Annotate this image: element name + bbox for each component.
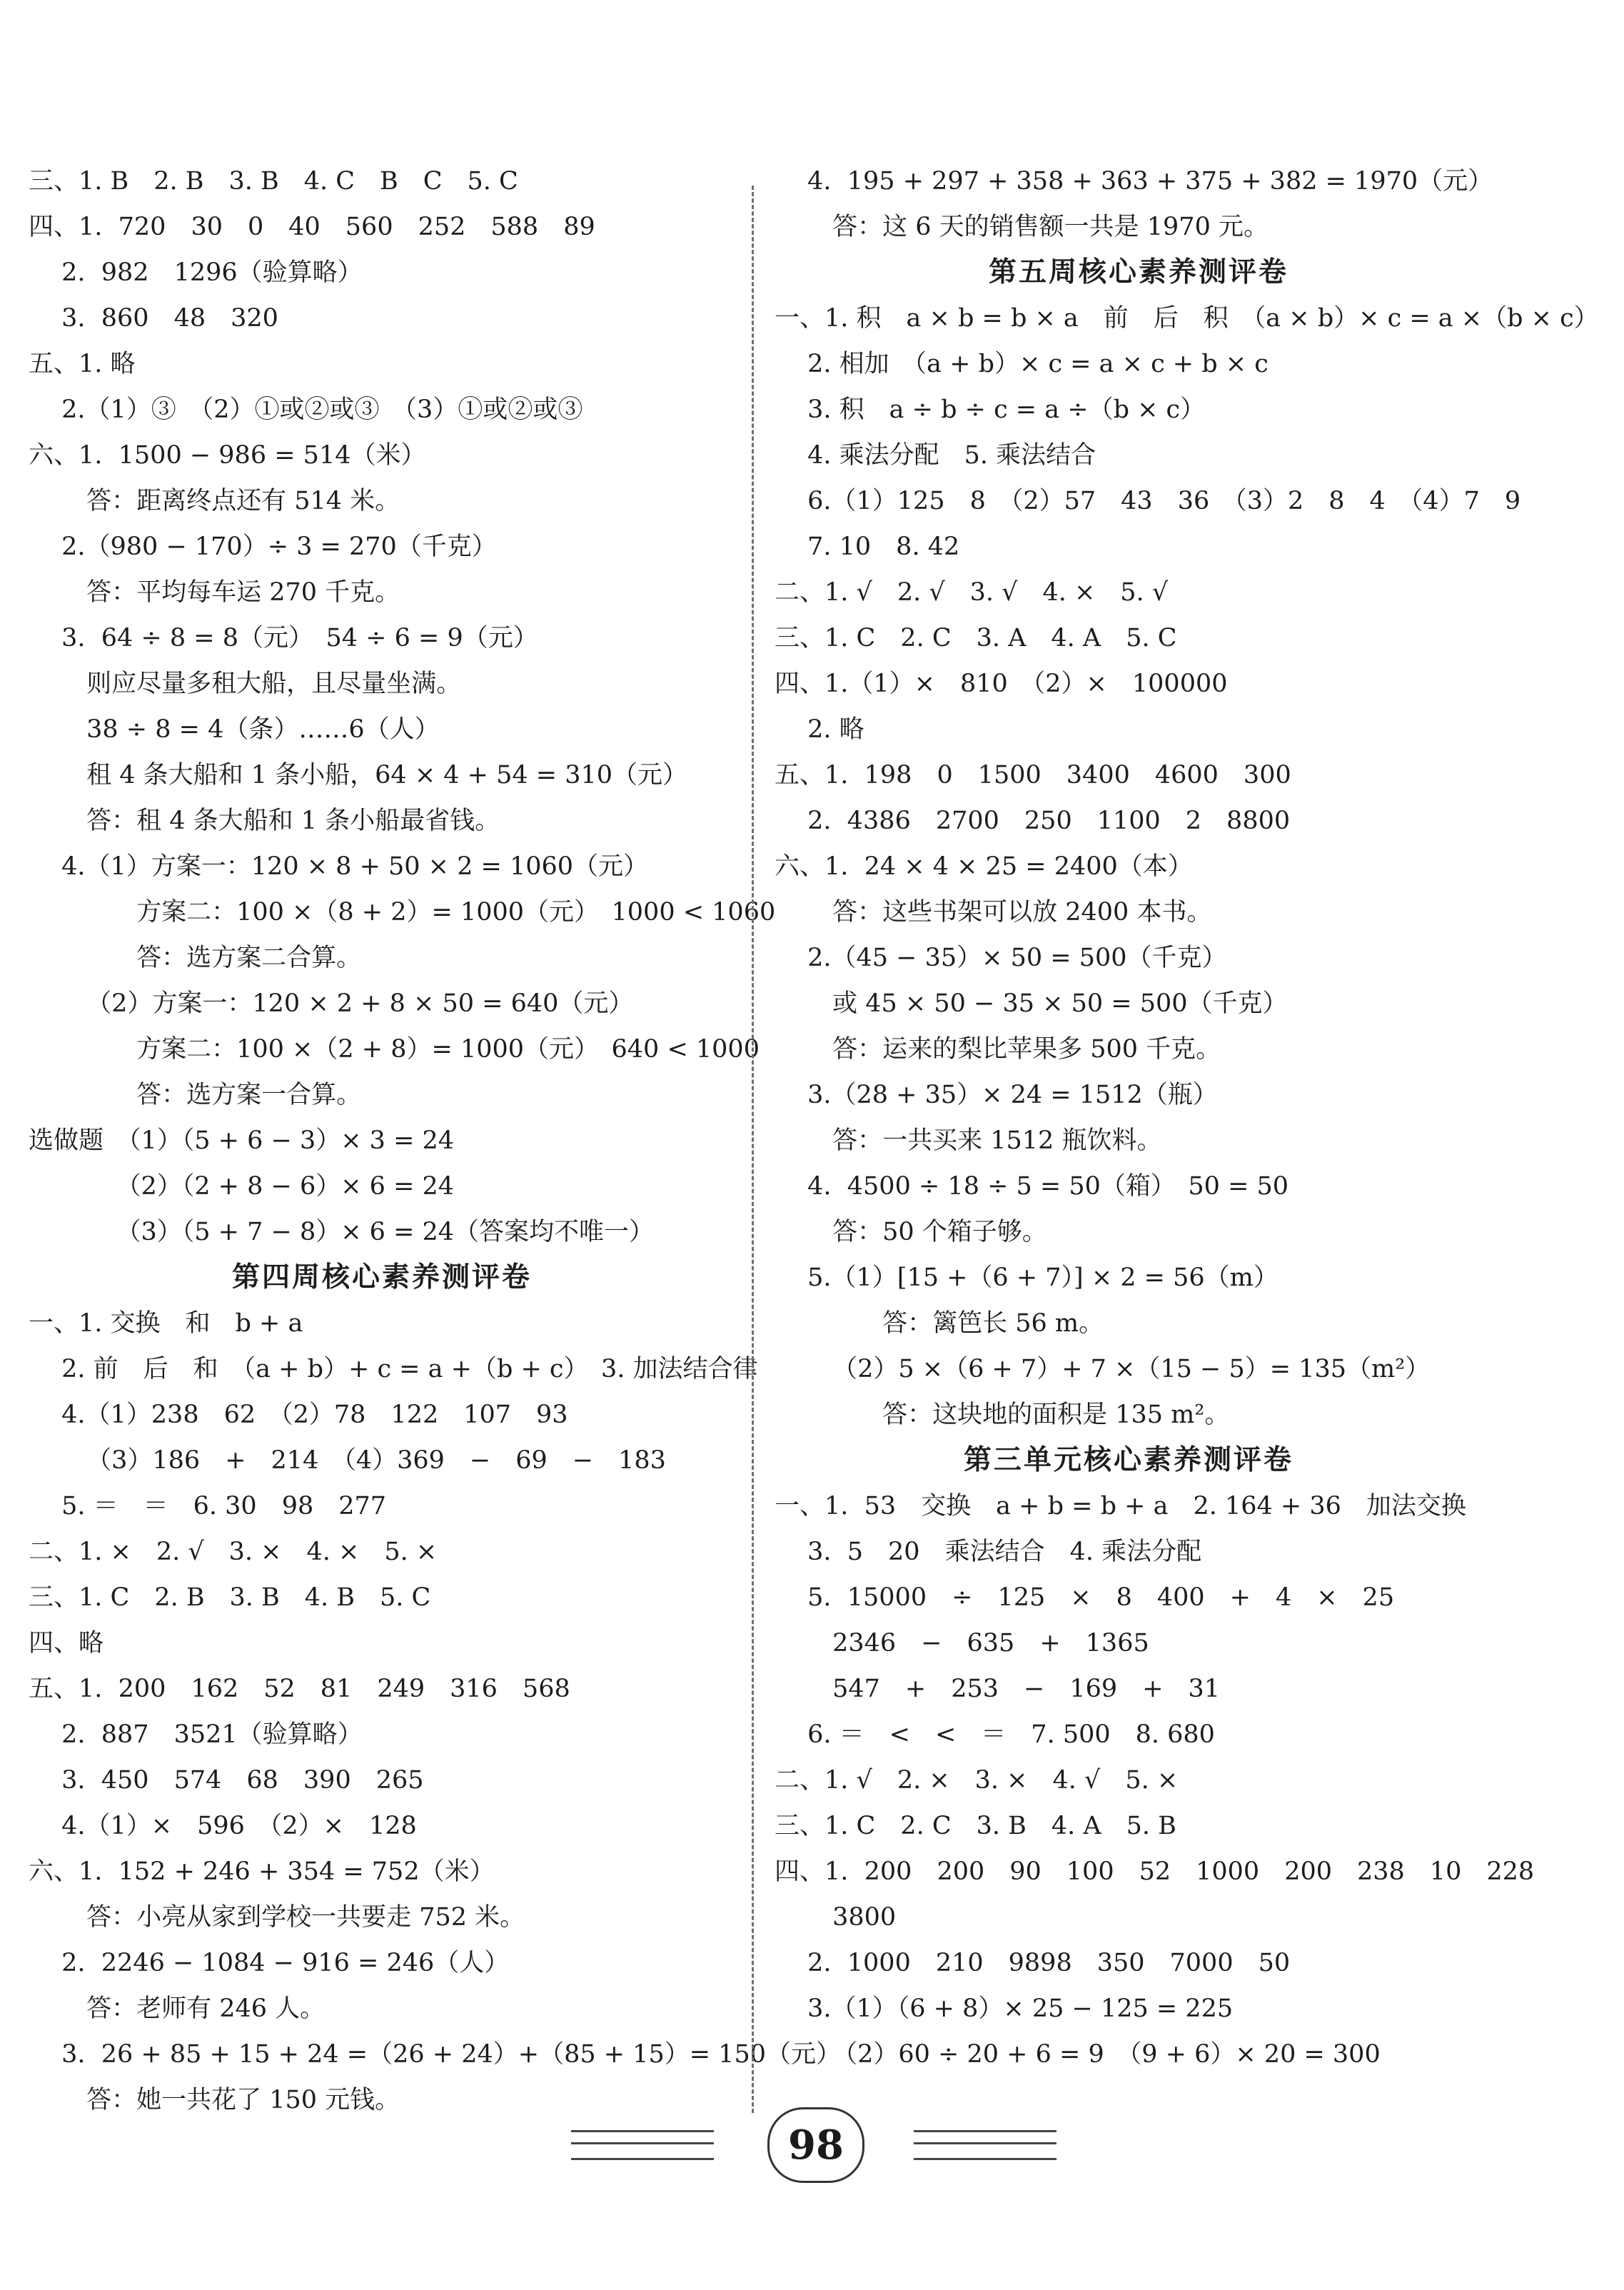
answer-line: 7. 10 8. 42 [775,533,960,561]
answer-line: 547 + 253 − 169 + 31 [775,1675,1221,1703]
answer-line: （2）方案一：120 × 2 + 8 × 50 = 640（元） [29,989,634,1018]
answer-line: 2. 2246 − 1084 − 916 = 246（人） [29,1949,510,1977]
answer-line: 三、1. B 2. B 3. B 4. C B C 5. C [29,167,518,196]
answer-line: 4. 乘法分配 5. 乘法结合 [775,441,1096,470]
answer-line: 2.（45 − 35）× 50 = 500（千克） [775,944,1227,972]
answer-line: 2.（1）③ （2）①或②或③ （3）①或②或③ [29,395,583,424]
answer-line: 二、1. × 2. √ 3. × 4. × 5. × [29,1538,438,1566]
answer-line: 方案二：100 ×（2 + 8）= 1000（元） 640 < 1000 [29,1035,760,1064]
answer-line: 答：小亮从家到学校一共要走 752 米。 [29,1903,525,1932]
answer-line: 一、1. 交换 和 b + a [29,1309,303,1338]
answer-line: 五、1. 198 0 1500 3400 4600 300 [775,761,1291,790]
answer-line: （2）60 ÷ 20 + 6 = 9 （9 + 6）× 20 = 300 [775,2040,1381,2069]
answer-line: 或 45 × 50 − 35 × 50 = 500（千克） [775,989,1288,1018]
answer-line: （3）（5 + 7 − 8）× 6 = 24（答案均不唯一） [29,1218,655,1246]
answer-line: 一、1. 积 a × b = b × a 前 后 积 （a × b）× c = a ×（b × c） [775,304,1599,333]
answer-line: （3）186 + 214 （4）369 − 69 − 183 [29,1446,666,1475]
answer-line: 三、1. C 2. C 3. B 4. A 5. B [775,1812,1176,1840]
answer-line: 4.（1）× 596 （2）× 128 [29,1812,417,1840]
answer-line: 六、1. 152 + 246 + 354 = 752（米） [29,1857,495,1886]
answer-line: 答：老师有 246 人。 [29,1994,326,2023]
answer-line: （2）5 ×（6 + 7）+ 7 ×（15 − 5）= 135（m²） [775,1355,1431,1383]
page-number-badge [550,2097,1078,2190]
answer-line: 六、1. 1500 − 986 = 514（米） [29,441,426,470]
answer-line: 方案二：100 ×（8 + 2）= 1000（元） 1000 < 1060 [29,898,776,927]
answer-line: 6.（1）125 8 （2）57 43 36 （3）2 8 4 （4）7 9 [775,487,1521,515]
answer-line: 四、1. 200 200 90 100 52 1000 200 238 10 228 [775,1857,1535,1886]
answer-line: 答：选方案一合算。 [29,1081,362,1109]
answer-line: 三、1. C 2. C 3. A 4. A 5. C [775,624,1177,652]
answer-line: 2. 前 后 和 （a + b）+ c = a +（b + c） 3. 加法结合律 [29,1355,758,1383]
answer-line: 3800 [775,1903,897,1932]
answer-line: 2. 982 1296（验算略） [29,258,363,287]
answer-line: 4. 4500 ÷ 18 ÷ 5 = 50（箱） 50 = 50 [775,1172,1289,1201]
answer-line: 答：租 4 条大船和 1 条小船最省钱。 [29,807,500,835]
section-title-week4: 第四周核心素养测评卷 [232,1261,533,1293]
decorative-rule-left [571,2130,714,2160]
answer-line: 38 ÷ 8 = 4（条）……6（人） [29,715,440,744]
answer-line: 答：这块地的面积是 135 m²。 [775,1401,1230,1429]
answer-line: 答：选方案二合算。 [29,944,362,972]
answer-line: 答：她一共花了 150 元钱。 [29,2086,400,2114]
answer-line: 四、1. 720 30 0 40 560 252 588 89 [29,213,595,241]
answer-line: 答：50 个箱子够。 [775,1218,1047,1246]
answer-line: 3. 26 + 85 + 15 + 24 =（26 + 24）+（85 + 15）= 150（元） [29,2040,841,2069]
answer-line: 一、1. 53 交换 a + b = b + a 2. 164 + 36 加法交换 [775,1492,1466,1520]
answer-line: 5. ＝ ＝ 6. 30 98 277 [29,1492,387,1520]
section-title-unit3: 第三单元核心素养测评卷 [964,1444,1294,1476]
page-number: 98 [767,2107,864,2183]
answer-line: 二、1. √ 2. √ 3. √ 4. × 5. √ [775,578,1169,607]
answer-line: 答：运来的梨比苹果多 500 千克。 [775,1035,1221,1064]
answer-line: 2. 略 [775,715,864,744]
answer-line: 答：篱笆长 56 m。 [775,1309,1104,1338]
answer-line: 5. 15000 ÷ 125 × 8 400 + 4 × 25 [775,1583,1395,1612]
answer-line: 四、1.（1）× 810 （2）× 100000 [775,670,1228,698]
answer-line: 答：一共买来 1512 瓶饮料。 [775,1126,1162,1155]
answer-line: 4.（1）方案一：120 × 8 + 50 × 2 = 1060（元） [29,852,649,881]
answer-line: 2346 − 635 + 1365 [775,1629,1149,1658]
answer-line: 三、1. C 2. B 3. B 4. B 5. C [29,1583,431,1612]
decorative-rule-right [914,2130,1056,2160]
answer-line: 3. 450 574 68 390 265 [29,1766,424,1795]
answer-line: 四、略 [29,1629,104,1658]
answer-line: 3. 64 ÷ 8 = 8（元） 54 ÷ 6 = 9（元） [29,624,538,652]
answer-line: 2. 相加 （a + b）× c = a × c + b × c [775,350,1269,378]
answer-line: 答：这 6 天的销售额一共是 1970 元。 [775,213,1269,241]
answer-line: 2. 887 3521（验算略） [29,1720,363,1749]
section-title-week5: 第五周核心素养测评卷 [989,256,1289,288]
answer-line: 3. 5 20 乘法结合 4. 乘法分配 [775,1538,1202,1566]
column-divider [752,186,754,2113]
answer-line: 6. ＝ < < ＝ 7. 500 8. 680 [775,1720,1215,1749]
answer-line: 选做题 （1）（5 + 6 − 3）× 3 = 24 [29,1126,455,1155]
answer-line: 五、1. 200 162 52 81 249 316 568 [29,1675,570,1703]
answer-line: 4. 195 + 297 + 358 + 363 + 375 + 382 = 1970（元） [775,167,1493,196]
answer-line: 3.（1）（6 + 8）× 25 − 125 = 225 [775,1994,1234,2023]
answer-line: （2）（2 + 8 − 6）× 6 = 24 [29,1172,455,1201]
answer-line: 3. 积 a ÷ b ÷ c = a ÷（b × c） [775,395,1206,424]
answer-line: 答：距离终点还有 514 米。 [29,487,400,515]
answer-line: 六、1. 24 × 4 × 25 = 2400（本） [775,852,1193,881]
answer-line: 五、1. 略 [29,350,136,378]
answer-line: 则应尽量多租大船，且尽量坐满。 [29,670,462,698]
answer-line: 5.（1）[15 +（6 + 7）] × 2 = 56（m） [775,1263,1278,1292]
answer-line: 3. 860 48 320 [29,304,278,333]
answer-line: 二、1. √ 2. × 3. × 4. √ 5. × [775,1766,1179,1795]
answer-line: 答：平均每车运 270 千克。 [29,578,400,607]
answer-line: 2. 1000 210 9898 350 7000 50 [775,1949,1291,1977]
answer-line: 租 4 条大船和 1 条小船，64 × 4 + 54 = 310（元） [29,761,688,790]
answer-line: 4.（1）238 62 （2）78 122 107 93 [29,1401,568,1429]
answer-line: 3.（28 + 35）× 24 = 1512（瓶） [775,1081,1218,1109]
answer-line: 答：这些书架可以放 2400 本书。 [775,898,1212,927]
answer-line: 2.（980 − 170）÷ 3 = 270（千克） [29,533,497,561]
answer-line: 2. 4386 2700 250 1100 2 8800 [775,807,1291,835]
